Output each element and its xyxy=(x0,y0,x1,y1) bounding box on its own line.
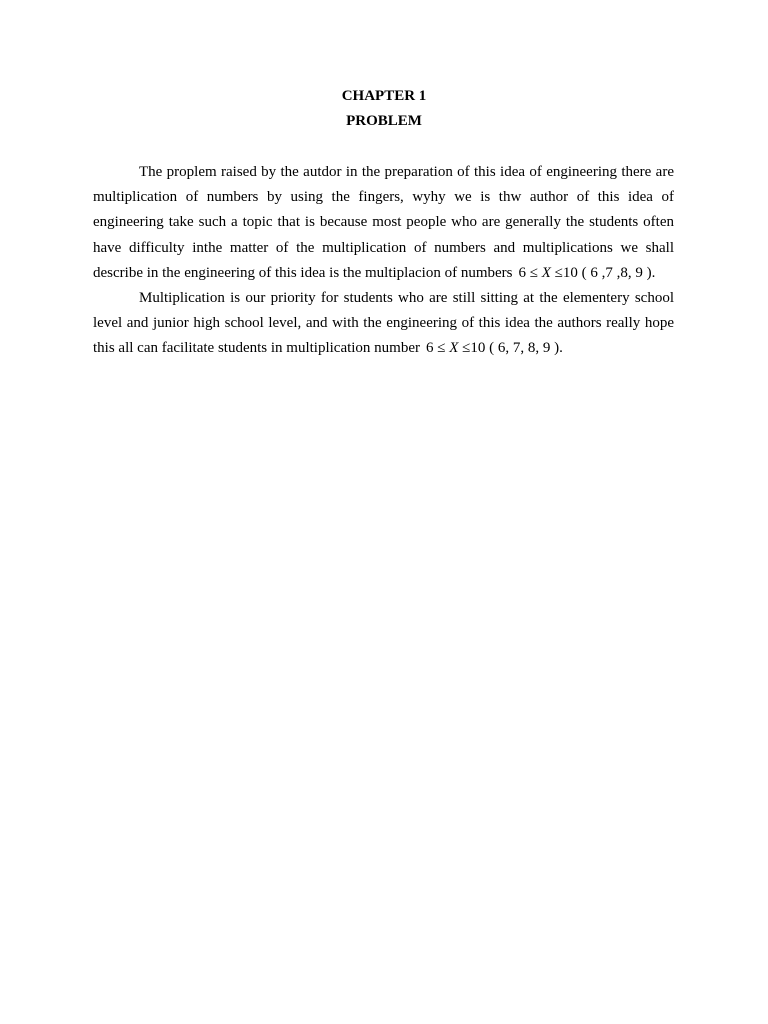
inequality-formula-1 xyxy=(518,265,577,281)
paragraph-2-text: Multiplication is our priority for students who are still sitting at the elementery school level and junior high school level, and with the engineering of this idea the authors really hope this all can facilitate students in multiplication number xyxy=(93,290,674,357)
paragraph-1-tail: ( 6 ,7 ,8, 9 ). xyxy=(577,264,656,281)
chapter-label: CHAPTER 1 xyxy=(341,88,427,104)
chapter-title: PROBLEM xyxy=(346,113,422,129)
paragraph-1 xyxy=(93,160,674,286)
inequality-1-left: 6 ≤ xyxy=(518,264,542,281)
inequality-1-variable: X xyxy=(541,264,551,281)
paragraph-1-text: The proplem raised by the autdor in the preparation of this idea of engineering there are multiplication of numbers by using the fingers, wyhy we is thw author of this idea of engineering take such a topic that is because most people who are generally the students often have difficulty inthe matter of the multiplication of numbers and multiplications we shall describe in the engineering of this idea is the multiplacion of numbers xyxy=(93,164,674,281)
inequality-formula-2 xyxy=(426,340,485,356)
document-body xyxy=(93,160,674,362)
inequality-2-variable: X xyxy=(449,340,459,357)
inequality-2-right: ≤10 xyxy=(458,340,486,357)
inequality-1-right: ≤10 xyxy=(550,264,578,281)
paragraph-2-tail: ( 6, 7, 8, 9 ). xyxy=(485,340,563,357)
inequality-2-left: 6 ≤ xyxy=(426,340,450,357)
paragraph-2 xyxy=(93,286,674,362)
